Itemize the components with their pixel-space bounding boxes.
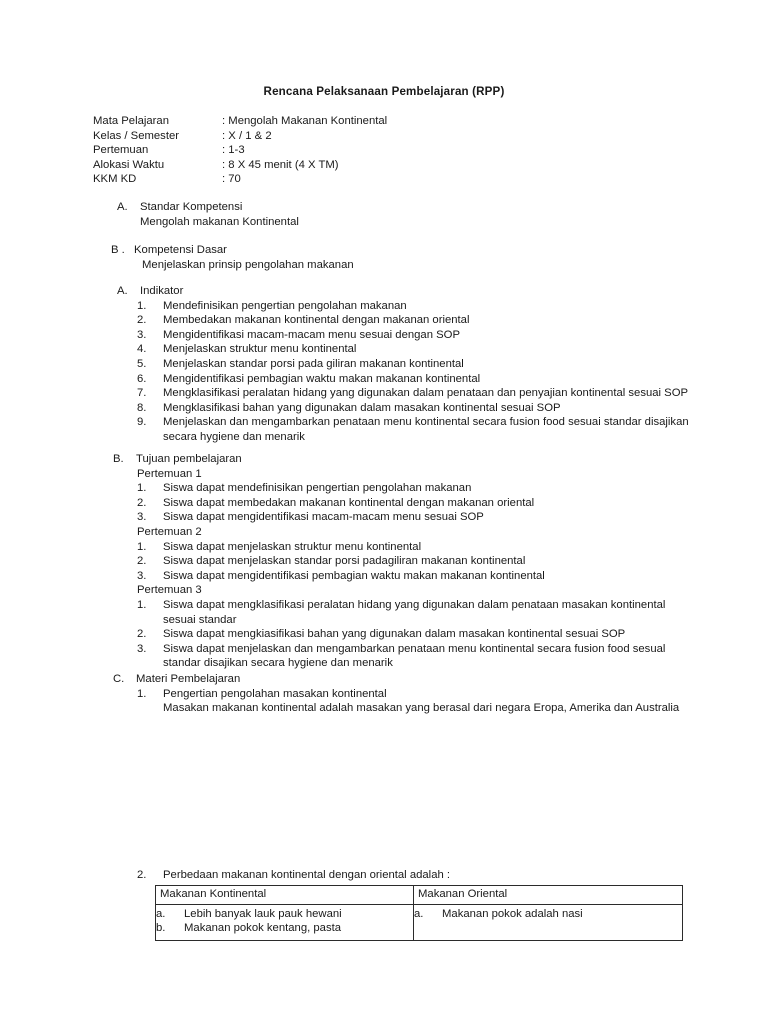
list-number: 3. xyxy=(137,642,147,655)
list-item xyxy=(137,569,693,584)
meta-row-meeting xyxy=(93,143,593,158)
page-title: Rencana Pelaksanaan Pembelajaran (RPP) xyxy=(263,85,505,98)
meta-value: : Mengolah Makanan Kontinental xyxy=(222,115,388,127)
section-tujuan-pembelajaran xyxy=(93,452,693,671)
section-heading-row xyxy=(93,452,693,467)
table-intro-row xyxy=(137,868,693,883)
section-marker: B. xyxy=(113,453,124,465)
list-text: Menjelaskan dan mengambarkan penataan menu kontinental secara fusion food sesuai standar disajikan secara hygiene dan menarik xyxy=(163,416,689,443)
list-number: 9. xyxy=(137,416,147,429)
list-number: 3. xyxy=(137,328,147,341)
section-heading: Indikator xyxy=(140,285,184,297)
list-item xyxy=(137,401,693,416)
list-item xyxy=(156,907,413,922)
list-item xyxy=(137,642,693,671)
list-item xyxy=(137,554,693,569)
list-number: 8. xyxy=(137,401,147,414)
meeting-label: Pertemuan 3 xyxy=(137,584,202,597)
list-item xyxy=(137,481,693,496)
list-item xyxy=(137,510,693,525)
section-indikator xyxy=(93,284,693,445)
section-heading: Tujuan pembelajaran xyxy=(136,453,242,465)
list-text: Lebih banyak lauk pauk hewani xyxy=(184,907,342,920)
document-metadata xyxy=(93,114,593,187)
list-text: Pengertian pengolahan masakan kontinental xyxy=(163,687,387,700)
list-number: 2. xyxy=(137,555,147,568)
meta-value: : X / 1 & 2 xyxy=(222,129,272,142)
list-text: Mengidentifikasi macam-macam menu sesuai dengan SOP xyxy=(163,328,460,341)
table-cell-kontinental-items xyxy=(156,904,414,940)
list-letter: a. xyxy=(414,907,424,920)
list-number: 3. xyxy=(137,569,147,582)
meta-label: Mata Pelajaran xyxy=(93,115,169,127)
list-text: Makanan pokok adalah nasi xyxy=(442,907,583,920)
list-letter: a. xyxy=(156,907,166,920)
list-item xyxy=(137,415,693,444)
meta-label: KKM KD xyxy=(93,173,137,186)
section-standar-kompetensi xyxy=(93,200,693,229)
meeting-label: Pertemuan 1 xyxy=(137,467,202,480)
list-text: Siswa dapat mengkiasifikasi bahan yang digunakan dalam masakan kontinental sesuai SOP xyxy=(163,628,626,641)
comparison-table xyxy=(155,885,683,941)
column-header-label: Makanan Oriental xyxy=(418,888,508,900)
list-number: 2. xyxy=(137,314,147,327)
meta-value: : 1-3 xyxy=(222,144,245,157)
list-number: 1. xyxy=(137,540,147,553)
list-item xyxy=(137,342,693,357)
list-text: Siswa dapat mengidentifikasi pembagian waktu makan makanan kontinental xyxy=(163,569,545,582)
list-text: Siswa dapat membedakan makanan kontinental dengan makanan oriental xyxy=(163,496,535,509)
list-text: Menjelaskan standar porsi pada giliran makanan kontinental xyxy=(163,357,464,370)
list-number: 5. xyxy=(137,357,147,370)
section-perbedaan-table xyxy=(93,868,693,935)
list-text: Menjelaskan struktur menu kontinental xyxy=(163,343,357,356)
table-row xyxy=(156,904,683,940)
list-number: 1. xyxy=(137,299,147,312)
tujuan-list-pertemuan-2 xyxy=(93,540,693,584)
column-header-label: Makanan Kontinental xyxy=(160,888,267,900)
meta-row-time-allocation xyxy=(93,158,593,173)
section-marker: A. xyxy=(117,201,128,213)
section-marker: B . xyxy=(111,244,125,256)
meta-label: Kelas / Semester xyxy=(93,129,180,142)
list-item xyxy=(137,386,693,401)
list-item xyxy=(137,598,693,627)
list-text: Siswa dapat mengidentifikasi macam-macam menu sesuai SOP xyxy=(163,511,484,524)
tujuan-list-pertemuan-1 xyxy=(93,481,693,525)
table-header-cell-kontinental xyxy=(156,886,414,905)
table-header-cell-oriental xyxy=(414,886,683,905)
table-intro-text: Perbedaan makanan kontinental dengan oriental adalah : xyxy=(163,869,451,881)
meta-row-class-semester xyxy=(93,129,593,144)
list-number: 1. xyxy=(137,687,147,700)
list-text: Membedakan makanan kontinental dengan makanan oriental xyxy=(163,314,470,327)
meta-value: : 8 X 45 menit (4 X TM) xyxy=(222,158,339,171)
list-text: Mengklasifikasi peralatan hidang yang digunakan dalam penataan dan penyajian kontinental sesuai SOP xyxy=(163,387,689,400)
list-text: Siswa dapat menjelaskan struktur menu kontinental xyxy=(163,540,422,553)
list-item xyxy=(137,540,693,555)
list-text: Siswa dapat mendefinisikan pengertian pengolahan makanan xyxy=(163,482,472,495)
list-text: Siswa dapat mengklasifikasi peralatan hidang yang digunakan dalam penataan masakan kontinental sesuai standar xyxy=(163,598,666,626)
meta-label: Pertemuan xyxy=(93,144,149,157)
section-heading: Materi Pembelajaran xyxy=(136,673,241,685)
list-number: 2. xyxy=(137,628,147,641)
meta-label: Alokasi Waktu xyxy=(93,158,165,171)
list-item xyxy=(156,921,413,936)
list-text: Makanan pokok kentang, pasta xyxy=(184,922,342,935)
meta-value: : 70 xyxy=(222,173,241,186)
table-header-row xyxy=(156,886,683,905)
list-text: Mengidentifikasi pembagian waktu makan makanan kontinental xyxy=(163,372,481,385)
list-item xyxy=(414,907,682,922)
section-heading-row xyxy=(93,200,693,215)
list-item xyxy=(137,313,693,328)
section-heading-row xyxy=(93,284,693,299)
tujuan-list-pertemuan-3 xyxy=(93,598,693,671)
list-item xyxy=(137,372,693,387)
list-number: 3. xyxy=(137,511,147,524)
list-item xyxy=(137,328,693,343)
list-number: 4. xyxy=(137,343,147,356)
list-number: 2. xyxy=(137,496,147,509)
section-body: Mengolah makanan Kontinental xyxy=(140,215,299,228)
section-kompetensi-dasar xyxy=(93,243,693,272)
list-number: 1. xyxy=(137,598,147,611)
list-text: Siswa dapat menjelaskan standar porsi padagiliran makanan kontinental xyxy=(163,555,526,568)
oriental-item-list xyxy=(414,907,682,922)
materi-list xyxy=(93,687,693,716)
list-text: Mendefinisikan pengertian pengolahan makanan xyxy=(163,299,407,312)
list-item xyxy=(137,299,693,314)
cell-content xyxy=(414,906,682,924)
list-number: 2. xyxy=(137,869,147,881)
section-heading: Kompetensi Dasar xyxy=(134,244,227,256)
list-item xyxy=(137,496,693,511)
cell-content xyxy=(156,906,413,938)
list-letter: b. xyxy=(156,922,166,935)
table-cell-oriental-items xyxy=(414,904,683,940)
section-heading-row xyxy=(93,243,693,258)
list-item xyxy=(137,687,693,716)
kontinental-item-list xyxy=(156,907,413,936)
meta-row-kkm-kd xyxy=(93,172,593,187)
list-number: 6. xyxy=(137,372,147,385)
section-marker: C. xyxy=(113,673,125,685)
meeting-label: Pertemuan 2 xyxy=(137,525,202,538)
section-body: Menjelaskan prinsip pengolahan makanan xyxy=(142,258,354,271)
list-text: Siswa dapat menjelaskan dan mengambarkan penataan menu kontinental secara fusion food sesual standar disajikan secara hygiene dan menarik xyxy=(163,642,666,670)
indikator-list xyxy=(93,299,693,445)
list-text: Mengklasifikasi bahan yang digunakan dalam masakan kontinental sesuai SOP xyxy=(163,401,561,414)
meta-row-subject xyxy=(93,114,593,129)
section-heading-row xyxy=(93,672,693,687)
list-number: 1. xyxy=(137,482,147,495)
list-item xyxy=(137,627,693,642)
list-subtext: Masakan makanan kontinental adalah masakan yang berasal dari negara Eropa, Amerika dan Australia xyxy=(163,702,680,715)
section-marker: A. xyxy=(117,285,128,297)
section-materi-pembelajaran xyxy=(93,672,693,716)
section-heading: Standar Kompetensi xyxy=(140,201,243,213)
list-number: 7. xyxy=(137,387,147,400)
list-item xyxy=(137,357,693,372)
